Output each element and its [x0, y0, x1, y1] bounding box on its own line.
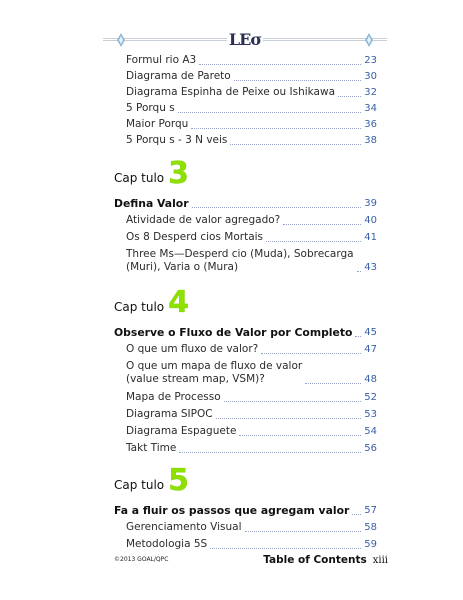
- toc-entry[interactable]: Diagrama Espaguete 54: [126, 425, 377, 437]
- toc-entry[interactable]: O que um fluxo de valor? 47: [126, 343, 377, 355]
- copyright: ©2013 GOAL/QPC: [114, 556, 169, 563]
- toc-entry[interactable]: Diagrama de Pareto 30: [126, 70, 377, 82]
- toc-entry[interactable]: Atividade de valor agregado? 40: [126, 214, 377, 226]
- footer-section: Table of Contents xiii: [263, 554, 388, 566]
- toc-entry[interactable]: Takt Time 56: [126, 442, 377, 454]
- chapter-main-entry[interactable]: Observe o Fluxo de Valor por Completo 45: [114, 326, 377, 339]
- toc-entry[interactable]: 5 Porqu s - 3 N veis 38: [126, 134, 377, 146]
- toc-entry[interactable]: 5 Porqu s 34: [126, 102, 377, 114]
- chapter-heading-4: Cap tulo 4: [114, 285, 190, 320]
- chapter-main-entry[interactable]: Fa a fluir os passos que agregam valor 57: [114, 504, 377, 517]
- toc-entry[interactable]: Mapa de Processo 52: [126, 391, 377, 403]
- toc-entry[interactable]: Os 8 Desperd cios Mortais 41: [126, 231, 377, 243]
- logo: LEσ: [228, 30, 262, 49]
- page-number: xiii: [372, 555, 388, 566]
- chapter-heading-3: Cap tulo 3: [114, 156, 190, 191]
- chapter-heading-5: Cap tulo 5: [114, 463, 190, 498]
- toc-entry[interactable]: Gerenciamento Visual 58: [126, 521, 377, 533]
- toc-entry[interactable]: Diagrama SIPOC 53: [126, 408, 377, 420]
- toc-entry[interactable]: Metodologia 5S 59: [126, 538, 377, 550]
- toc-entry[interactable]: Maior Porqu 36: [126, 118, 377, 130]
- page-footer: [114, 554, 388, 568]
- toc-entry[interactable]: Diagrama Espinha de Peixe ou Ishikawa 32: [126, 86, 377, 98]
- toc-entry[interactable]: Three Ms—Desperd cio (Muda), Sobrecarga (Muri), Varia o (Mura) 43: [126, 248, 377, 273]
- toc-entry[interactable]: Formul rio A3 23: [126, 54, 377, 66]
- toc-entry[interactable]: O que um mapa de fluxo de valor (value stream map, VSM)? 48: [126, 360, 377, 385]
- chapter-main-entry[interactable]: Defina Valor 39: [114, 197, 377, 210]
